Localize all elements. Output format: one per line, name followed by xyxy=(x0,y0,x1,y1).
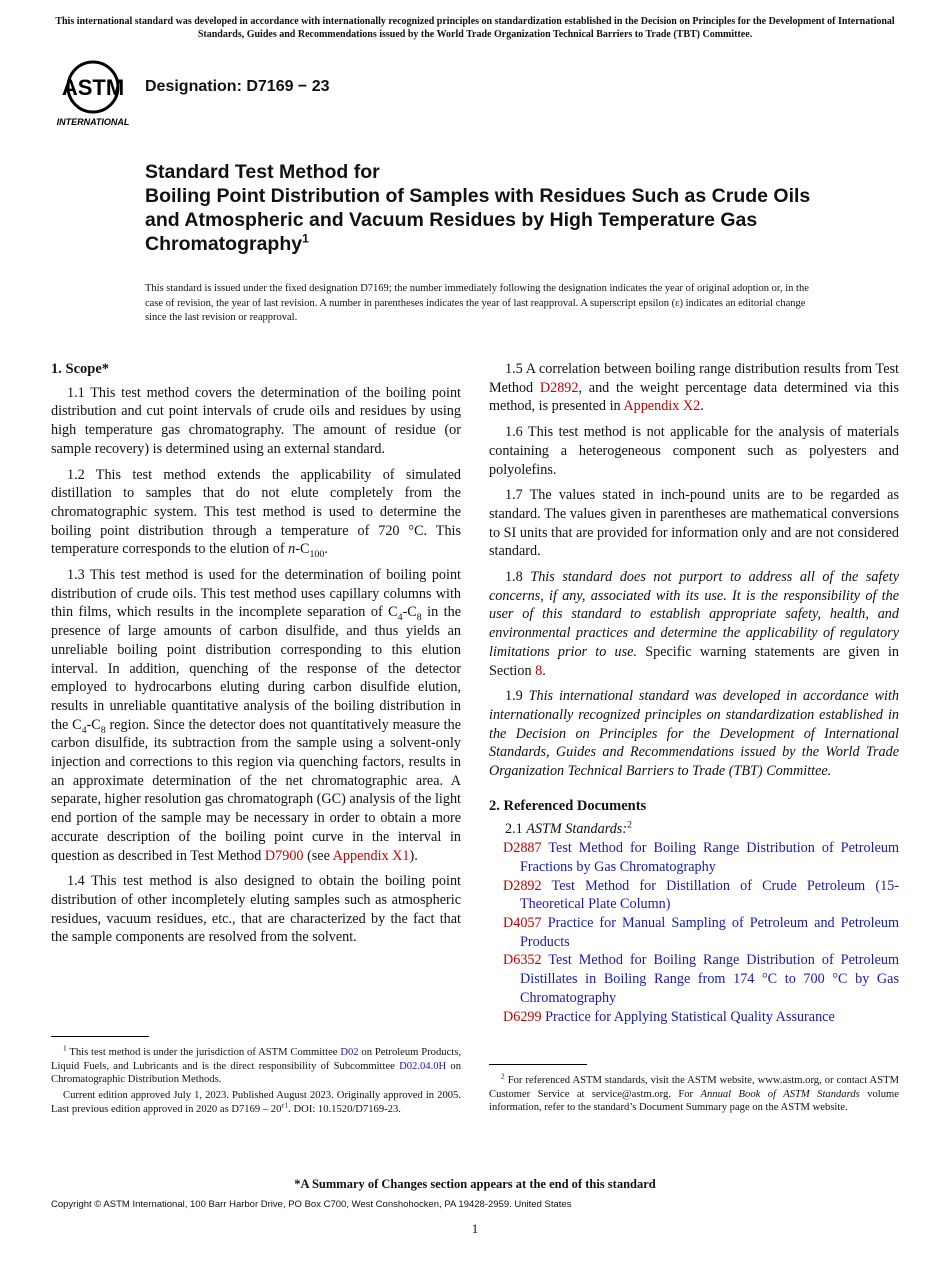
para-1-8: 1.8 This standard does not purport to address all of the safety concerns, if any, associated with its use. It is the responsibility of the user of this standard to establish appropriate safety, health, and environmental practices and determine the applicability of regulatory limitations prior to use. Specific warning statements are given in Section 8. xyxy=(489,569,899,679)
link-appendix-x2[interactable]: Appendix X2 xyxy=(623,398,701,415)
para-1-5: 1.5 A correlation between boiling range distribution results from Test Method D2892, and the weight percentage data determined via this method, is presented in Appendix X2. xyxy=(489,361,899,415)
title-line-1: Standard Test Method for xyxy=(145,161,380,183)
copyright-line: Copyright © ASTM International, 100 Barr Harbor Drive, PO Box C700, West Conshohocken, PA 19428-2959. United States xyxy=(51,1199,572,1210)
para-1-6: 1.6 This test method is not applicable for the analysis of materials containing a heterogeneous component such as polyesters and polyolefins. xyxy=(489,424,899,478)
ref-d6352[interactable]: D6352 Test Method for Boiling Range Distribution of Petroleum Distillates in Boiling Range from 174 °C to 700 °C by Gas Chromatography xyxy=(503,952,899,1006)
para-2-1: 2.1 ASTM Standards:$^2$ xyxy=(505,819,633,838)
ref-d6299[interactable]: D6299 Practice for Applying Statistical Quality Assurance xyxy=(503,1008,835,1025)
para-1-3: 1.3 This test method is used for the determination of boiling point distribution of crude oils. This test method uses capillary columns with thin films, which results in the incomplete separation of $C_4-C_8$ in the presence of large amounts of carbon disulfide, and thus yields an unreliable boiling point distribution corresponding to this elution interval. In addition, quenching of the response of the detector employed to hydrocarbons eluting during carbon disulfide elution, results in unreliable quantitative analysis of the boiling distribution in the $C_4-C_8$ region. Since the detector does not quantitatively measure the carbon disulfide, its subtraction from the sample using a solvent-only injection and corrections to this region via quenching factors, results in an approximate determination of the net chromatographic area. A separate, higher resolution gas chromatograph (GC) analysis of the light end portion of the sample may be necessary in order to obtain a more accurate description of the boiling point curve in the interval in question as described in Test Method D7900 (see Appendix X1). xyxy=(51,567,462,864)
left-column xyxy=(51,360,461,954)
link-d2892[interactable]: D2892 xyxy=(539,379,579,396)
header-banner: This international standard was developed in accordance with internationally recognized principles on standardization established in the Decision on Principles for the Development of International Standards, Guides and Recommendations issued by the World Trade Organization Technical Barriers to Trade (TBT) Committee. xyxy=(55,16,895,40)
logo-text: ASTM xyxy=(61,75,125,100)
ref-d2887[interactable]: D2887 Test Method for Boiling Range Distribution of Petroleum Fractions by Gas Chromatography xyxy=(503,840,899,875)
summary-of-changes-note: *A Summary of Changes section appears at the end of this standard xyxy=(294,1177,656,1191)
link-committee-d02[interactable]: D02 xyxy=(340,1047,359,1058)
logo-subtext: INTERNATIONAL xyxy=(56,117,130,127)
issuance-notice: This standard is issued under the fixed designation D7169; the number immediately following the designation indicates the year of original adoption or, in the case of revision, the year of last revision. A number in parentheses indicates the year of last reapproval. A superscript epsilon (ε) indicates an editorial change since the last revision or reapproval. xyxy=(145,283,809,323)
footnote-2: $^2$ For referenced ASTM standards, visit the ASTM website, www.astm.org, or contact ASTM Customer Service at service@astm.org. For Annual Book of ASTM Standards volume information, refer to the standard’s Document Summary page on the ASTM website. xyxy=(489,1071,899,1114)
link-appendix-x1[interactable]: Appendix X1 xyxy=(332,847,410,864)
ref-d2892[interactable]: D2892 Test Method for Distillation of Crude Petroleum (15-Theoretical Plate Column) xyxy=(503,877,899,913)
para-1-1: 1.1 This test method covers the determination of the boiling point distribution and cut point intervals of crude oils and residues by using high temperature gas chromatography. The amount of residue (or sample recovery) is determined using an external standard. xyxy=(51,384,461,457)
title-main: Boiling Point Distribution of Samples with Residues Such as Crude Oils and Atmospheric and Vacuum Residues by High Temperature Gas Chromatography$^1$ xyxy=(145,185,811,255)
designation: Designation: D7169 − 23 xyxy=(145,78,330,95)
astm-logo xyxy=(52,57,134,130)
para-1-9: 1.9 This international standard was developed in accordance with internationally recognized principles on standardization established in the Decision on Principles for the Development of International Standards, Guides and Recommendations issued by the World Trade Organization Technical Barriers to Trade (TBT) Committee. xyxy=(489,688,899,780)
link-section-8[interactable]: 8 xyxy=(535,662,543,679)
ref-d4057[interactable]: D4057 Practice for Manual Sampling of Petroleum and Petroleum Products xyxy=(503,914,900,950)
footnote-divider-right xyxy=(489,1064,587,1065)
refdocs-heading: 2. Referenced Documents xyxy=(489,797,647,814)
scope-heading: 1. Scope* xyxy=(51,361,109,377)
link-d7900[interactable]: D7900 xyxy=(264,847,304,864)
footnote-divider-left xyxy=(51,1036,149,1037)
link-subcommittee[interactable]: D02.04.0H xyxy=(399,1060,447,1072)
right-column xyxy=(489,360,899,1026)
page-number: 1 xyxy=(471,1221,479,1236)
title-footnote-mark: 1 xyxy=(302,231,309,246)
para-1-2: 1.2 This test method extends the applicability of simulated distillation to samples that do not elute completely from the chromatographic system. This test method is used to determine the boiling point distribution through a temperature of 720 °C. This temperature corresponds to the elution of $n-C_{100}$. xyxy=(51,466,461,561)
document-title xyxy=(145,160,825,256)
para-1-4: 1.4 This test method is also designed to obtain the boiling point distribution of other incompletely eluting samples such as atmospheric residues, vacuum residues, etc., that are characterized by the fact that the sample components are resolved from the solvent. xyxy=(51,873,461,946)
footnote-1: $^1$ This test method is under the jurisdiction of ASTM Committee D02 on Petroleum Products, Liquid Fuels, and Lubricants and is the direct responsibility of Subcommittee D02.04.0H on Chromatographic Distribution Methods. Current edition approved July 1, 2023. Published August 2023. Originally approved in 2005. Last previous edition approved in 2020 as $D7169 - 20^{\varepsilon 1}$. DOI: 10.1520/D7169-23. xyxy=(51,1043,461,1115)
para-1-7: 1.7 The values stated in inch-pound units are to be regarded as standard. The values given in parentheses are mathematical conversions to SI units that are provided for information only and are not considered standard. xyxy=(489,487,899,560)
